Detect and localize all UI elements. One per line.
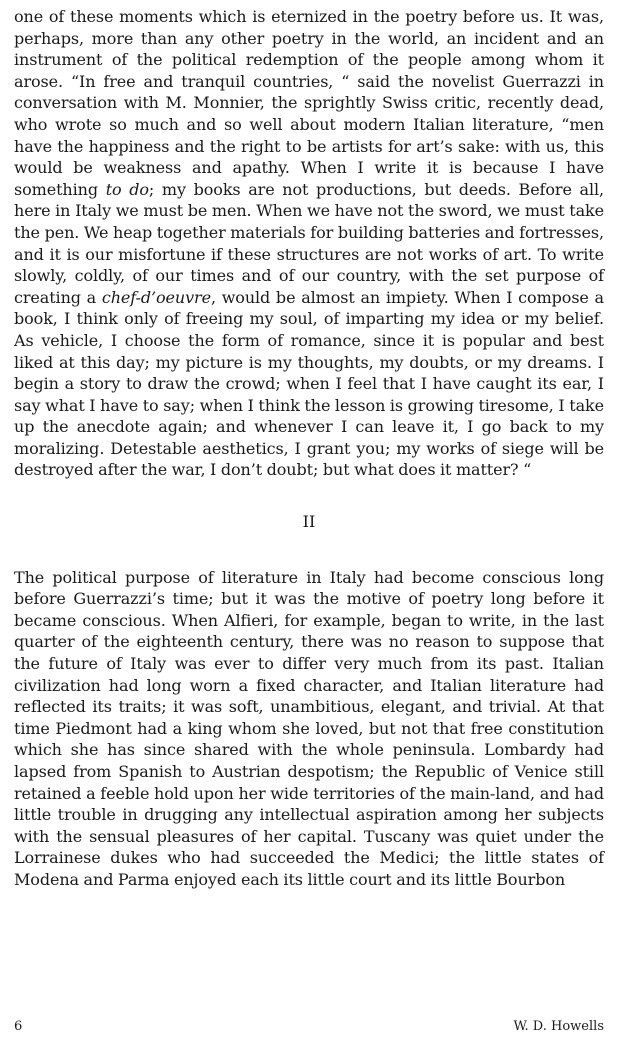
paragraph-1-emphasis-chef-doeuvre: chef-d’oeuvre [101,287,211,307]
paragraph-1-text-a: one of these moments which is eternized in the poetry before us. It was, perhaps, more than any other poetry in the world, an incident and an instrument of the political redemption of the people among whom it arose. “In free and tranquil countries, “ said the novelist Guerrazzi in conversation with M. Monnier, the sprightly Swiss critic, recently dead, who wrote so much and so well about modern Italian literature, “men have the happiness and the right to be artists for art’s sake: with us, this would be weakness and apathy. When I write it is because I have something [14,7,604,199]
paragraph-1 [14,6,604,481]
paragraph-1-text-c: , would be almost an impiety. When I compose a book, I think only of freeing my soul, of imparting my idea or my belief. As vehicle, I choose the form of romance, since it is popular and best liked at this day; my picture is my thoughts, my doubts, or my dreams. I begin a story to draw the crowd; when I feel that I have caught its ear, I say what I have to say; when I think the lesson is growing tiresome, I take up the anecdote again; and whenever I can leave it, I go back to my moralizing. Detestable aesthetics, I grant you; my works of siege will be destroyed after the war, I don’t doubt; but what does it matter? “ [14,287,604,480]
paragraph-1-emphasis-to-do: to do [105,179,149,199]
running-footer-author: W. D. Howells [513,1019,604,1034]
paragraph-1-text-b: ; my books are not productions, but deeds. Before all, here in Italy we must be men. When we have not the sword, we must take the pen. We heap together materials for building batteries and fortresses, and it is our misfortune if these structures are not works of art. To write slowly, coldly, of our times and of our country, with the set purpose of creating a [14,179,604,307]
paragraph-2: The political purpose of literature in Italy had become conscious long before Guerrazzi’s time; but it was the motive of poetry long before it became conscious. When Alfieri, for example, began to write, in the last quarter of the eighteenth century, there was no reason to suppose that the future of Italy was ever to differ very much from its past. Italian civilization had long worn a fixed character, and Italian literature had reflected its traits; it was soft, unambitious, elegant, and trivial. At that time Piedmont had a king whom she loved, but not that free constitution which she has since shared with the whole peninsula. Lombardy had lapsed from Spanish to Austrian despotism; the Republic of Venice still retained a feeble hold upon her wide territories of the main-land, and had little trouble in drugging any intellectual aspiration among her subjects with the sensual pleasures of her capital. Tuscany was quiet under the Lorrainese dukes who had succeeded the Medici; the little states of Modena and Parma enjoyed each its little court and its little Bourbon [14,567,604,889]
section-heading: II [302,512,316,532]
page-body [14,6,604,891]
page-number: 6 [14,1019,23,1034]
